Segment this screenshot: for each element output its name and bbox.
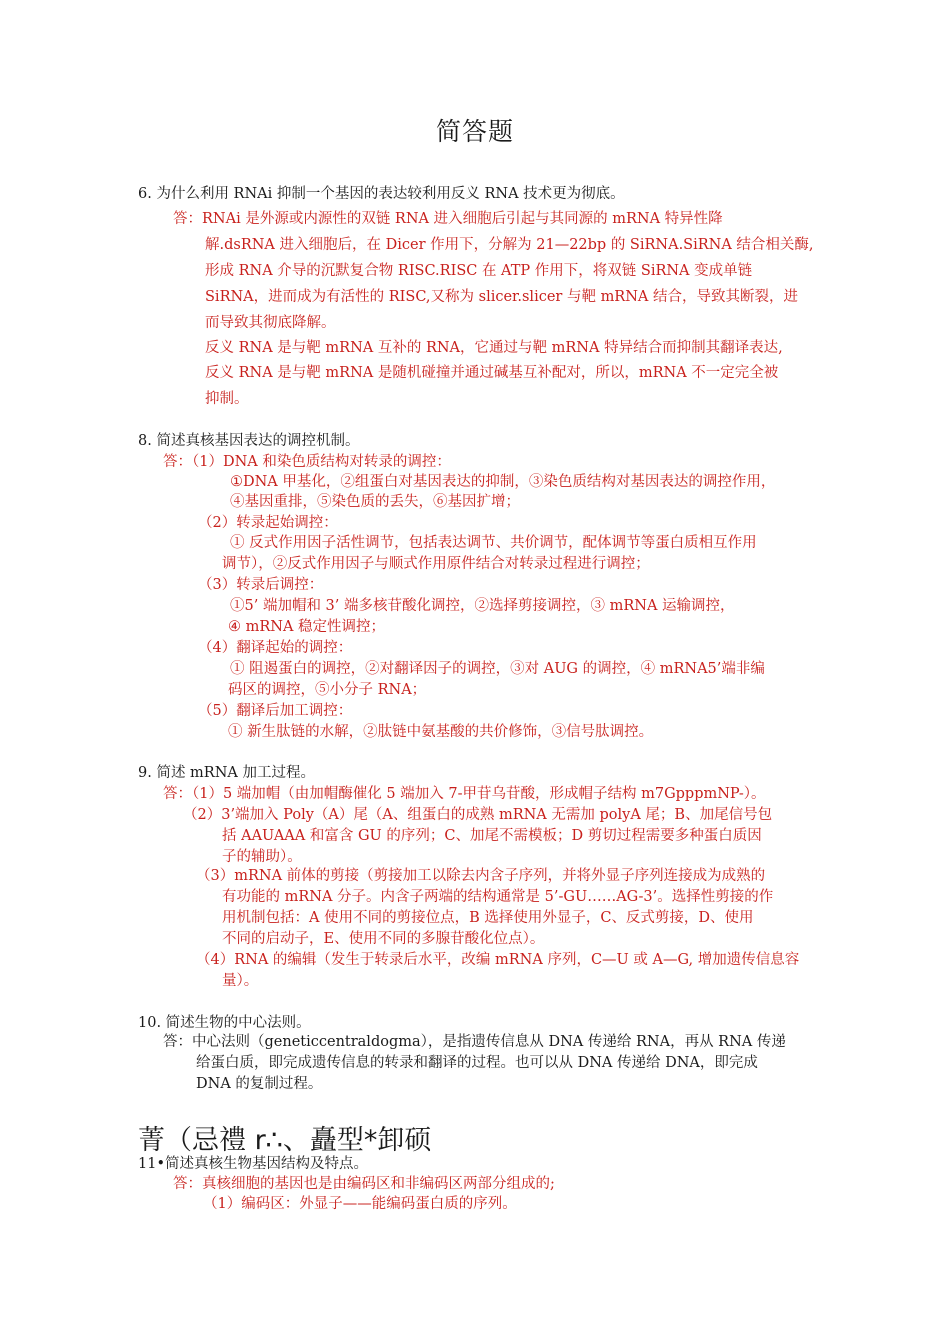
answer-6-line: 而导致其彻底降解。 [205,315,336,331]
answer-10-line: DNA 的复制过程。 [196,1076,323,1092]
answer-11-line: （1）编码区：外显子——能编码蛋白质的序列。 [203,1196,517,1212]
answer-8-line: 码区的调控，⑤小分子 RNA； [228,682,427,698]
answer-8-line: 答：（1）DNA 和染色质结构对转录的调控： [163,454,451,470]
answer-8-line: （4）翻译起始的调控： [198,640,353,656]
answer-9-line: 子的辅助）。 [222,849,302,865]
answer-8-line: （5）翻译后加工调控： [198,703,353,719]
answer-8-line: ① 新生肽链的水解，②肽链中氨基酸的共价修饰，③信号肽调控。 [228,724,654,740]
answer-9-line: （3）mRNA 前体的剪接（剪接加工以除去内含子序列，并将外显子序列连接成为成熟的 [196,868,766,884]
answer-8-line: ④ mRNA 稳定性调控； [228,619,386,635]
page-title: 简答题 [435,117,514,146]
answer-10-line: 给蛋白质，即完成遗传信息的转录和翻译的过程。也可以从 DNA 传递给 DNA，即完成 [196,1055,758,1071]
question-6: 6. 为什么利用 RNAi 抑制一个基因的表达较利用反义 RNA 技术更为彻底。 [138,186,625,202]
answer-8-line: 调节），②反式作用因子与顺式作用原件结合对转录过程进行调控； [222,556,650,572]
answer-8-line: ① 反式作用因子活性调节，包括表达调节、共价调节，配体调节等蛋白质相互作用 [230,535,757,551]
answer-6-line: 形成 RNA 介导的沉默复合物 RISC.RISC 在 ATP 作用下，将双链 SiRNA 变成单链 [205,263,753,279]
answer-11-line: 答：真核细胞的基因也是由编码区和非编码区两部分组成的; [173,1176,555,1192]
section-heading: 菁（忌禮 r∴、矗型*卸硕 [138,1125,432,1156]
answer-9-line: （4）RNA 的编辑（发生于转录后水平，改编 mRNA 序列，C—U 或 A—G, 增加遗传信息容 [196,952,800,968]
question-10: 10. 简述生物的中心法则。 [138,1015,311,1031]
answer-6-line: 反义 RNA 是与靶 mRNA 互补的 RNA，它通过与靶 mRNA 特异结合而抑制其翻译表达, [205,340,783,356]
answer-8-line: （2）转录起始调控： [198,515,338,531]
answer-8-line: ①DNA 甲基化，②组蛋白对基因表达的抑制，③染色质结构对基因表达的调控作用， [230,474,776,490]
answer-6-line: 抑制。 [205,391,249,407]
answer-9-line: 答：（1）5 端加帽（由加帽酶催化 5 端加入 7-甲苷乌苷酸，形成帽子结构 m7GpppmNP-）。 [163,786,766,802]
answer-6-line: 答：RNAi 是外源或内源性的双链 RNA 进入细胞后引起与其同源的 mRNA 特异性降 [173,211,723,227]
answer-8-line: ① 阻遏蛋白的调控，②对翻译因子的调控，③对 AUG 的调控，④ mRNA5’端非编 [230,661,765,677]
answer-9-line: 用机制包括：A 使用不同的剪接位点，B 选择使用外显子，C、反式剪接，D、使用 [222,910,754,926]
question-8: 8. 简述真核基因表达的调控机制。 [138,433,360,449]
answer-9-line: 有功能的 mRNA 分子。内含子两端的结构通常是 5’-GU……AG-3’。选择性剪接的作 [222,889,774,905]
answer-9-line: （2）3’端加入 Poly（A）尾（A、组蛋白的成熟 mRNA 无需加 polyA 尾；B、加尾信号包 [183,807,773,823]
question-11: 11•简述真核生物基因结构及特点。 [138,1156,369,1172]
answer-9-line: 不同的启动子，E、使用不同的多腺苷酸化位点）。 [222,931,545,947]
answer-8-line: ④基因重排，⑤染色质的丢失，⑥基因扩增； [230,494,520,510]
answer-8-line: ①5’ 端加帽和 3’ 端多核苷酸化调控，②选择剪接调控，③ mRNA 运输调控， [230,598,735,614]
answer-6-line: 解.dsRNA 进入细胞后，在 Dicer 作用下，分解为 21—22bp 的 SiRNA.SiRNA 结合相关酶, [205,237,814,253]
answer-9-line: 量）。 [222,973,259,989]
answer-6-line: 反义 RNA 是与靶 mRNA 是随机碰撞并通过碱基互补配对，所以，mRNA 不一定完全被 [205,365,779,381]
answer-9-line: 括 AAUAAA 和富含 GU 的序列；C、加尾不需模板；D 剪切过程需要多种蛋白质因 [222,828,762,844]
answer-6-line: SiRNA，进而成为有活性的 RISC,又称为 slicer.slicer 与靶 mRNA 结合，导致其断裂，进 [205,289,798,305]
question-9: 9. 简述 mRNA 加工过程。 [138,765,315,781]
answer-10-line: 答：中心法则（geneticcentraldogma），是指遗传信息从 DNA 传递给 RNA，再从 RNA 传递 [163,1034,786,1050]
answer-8-line: （3）转录后调控： [198,577,324,593]
